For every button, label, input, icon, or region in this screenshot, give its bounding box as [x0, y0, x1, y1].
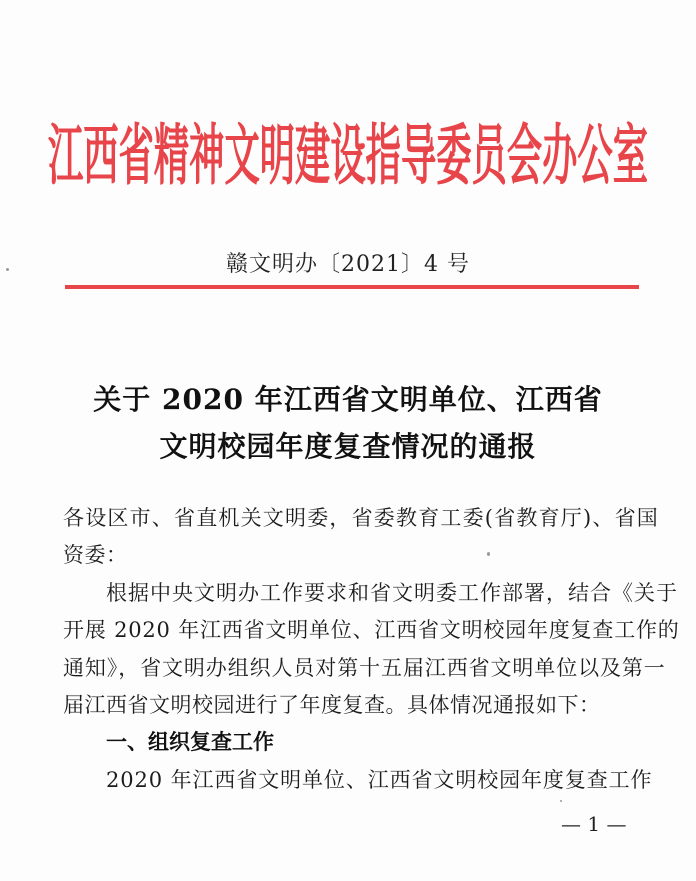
paragraph-1-line-4: 届江西省文明校园进行了年度复查。具体情况通报如下： — [63, 693, 601, 717]
paragraph-1-line-2: 开展 2020 年江西省文明单位、江西省文明校园年度复查工作的 — [63, 618, 680, 642]
issuing-org-text: 江西省精神文明建设指导委员会办公室 — [48, 116, 648, 194]
addressee-line-2: 资委： — [63, 543, 128, 567]
document-number: 赣文明办〔2021〕4 号 — [226, 252, 470, 277]
paragraph-1-line-1: 根据中央文明办工作要求和省文明委工作部署，结合《关于 — [106, 581, 678, 605]
issuing-org-header — [40, 100, 656, 200]
paragraph-1-line-3: 通知》，省文明办组织人员对第十五届江西省文明单位以及第一 — [63, 656, 666, 680]
scan-speck — [487, 552, 490, 556]
addressee-line-1: 各设区市、省直机关文明委，省委教育工委(省教育厅)、省国 — [63, 506, 659, 530]
scan-speck — [560, 800, 562, 802]
section-1-line-1: 2020 年江西省文明单位、江西省文明校园年度复查工作 — [106, 768, 653, 792]
issuing-org-header-svg — [40, 100, 656, 200]
scan-speck — [6, 268, 9, 271]
section-1-heading: 一、组织复查工作 — [106, 730, 274, 754]
red-divider-rule — [65, 285, 639, 289]
page-number: — 1 — — [561, 812, 627, 836]
document-title-line-2: 文明校园年度复查情况的通报 — [159, 430, 537, 463]
document-title-line-1: 关于 2020 年江西省文明单位、江西省 — [93, 383, 603, 416]
